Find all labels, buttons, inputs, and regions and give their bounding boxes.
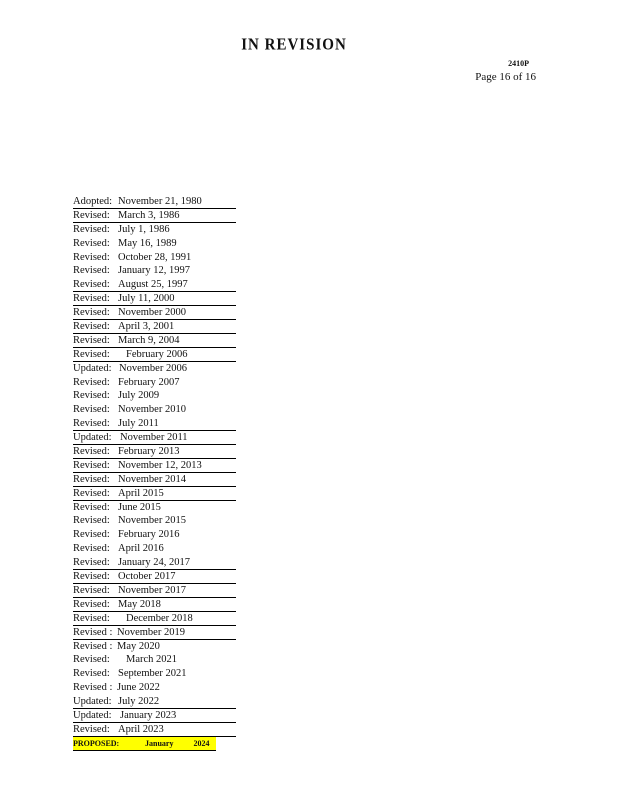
history-row (73, 403, 236, 417)
history-row (73, 695, 236, 709)
history-label: Revised: (73, 376, 110, 388)
history-date: May 2018 (118, 598, 161, 610)
history-row (73, 320, 236, 334)
history-row (73, 723, 236, 737)
history-date: June 2015 (118, 501, 161, 513)
history-row (73, 514, 236, 528)
history-label: Revised: (73, 265, 110, 277)
history-row (73, 278, 236, 292)
history-label: Revised: (73, 584, 110, 596)
history-label: Revised: (73, 529, 110, 541)
history-row (73, 389, 236, 403)
history-row (73, 473, 236, 487)
history-date: July 2022 (118, 696, 160, 708)
history-row (73, 264, 236, 278)
history-label: Updated: (73, 432, 112, 444)
history-row (73, 445, 236, 459)
history-label: Revised : (73, 682, 113, 694)
history-date: November 2010 (118, 404, 186, 416)
history-row (73, 487, 236, 501)
history-label: Revised: (73, 459, 110, 471)
history-date: January 2023 (120, 709, 177, 721)
history-label: Revised: (73, 390, 110, 402)
history-row (73, 251, 236, 265)
history-date: November 2006 (119, 362, 187, 374)
history-row (73, 348, 236, 362)
history-label: Updated: (73, 709, 112, 721)
history-label: Revised: (73, 209, 110, 221)
history-date: January 24, 2017 (118, 557, 191, 569)
history-label: Revised: (73, 473, 110, 485)
history-row (73, 306, 236, 320)
history-date: December 2018 (126, 612, 193, 624)
history-label: Revised: (73, 251, 110, 263)
history-date: April 2023 (118, 723, 164, 735)
history-date: June 2022 (117, 682, 160, 694)
history-row (73, 709, 236, 723)
history-label: Revised: (73, 654, 110, 666)
revision-history (73, 195, 236, 751)
history-date: October 2017 (118, 571, 176, 583)
history-date: April 3, 2001 (118, 321, 175, 333)
history-date: November 2000 (118, 307, 186, 319)
history-row (73, 459, 236, 473)
history-date: March 9, 2004 (118, 334, 180, 346)
history-label: Revised: (73, 598, 110, 610)
history-row (73, 542, 236, 556)
policy-code: 2410P (508, 59, 529, 68)
history-date: January 12, 1997 (118, 265, 191, 277)
history-row (73, 237, 236, 251)
history-date: November 2019 (117, 626, 185, 638)
history-label: Revised: (73, 501, 110, 513)
history-date: May 16, 1989 (118, 237, 177, 249)
history-date: November 21, 1980 (118, 196, 202, 207)
history-row (73, 501, 236, 515)
history-date: July 11, 2000 (118, 293, 175, 305)
history-row (73, 598, 236, 612)
history-label: Revised: (73, 571, 110, 583)
history-date: October 28, 1991 (118, 251, 192, 263)
history-label: Revised: (73, 668, 110, 680)
proposed-row (73, 737, 216, 751)
history-date: July 1, 1986 (118, 223, 170, 235)
history-row (73, 612, 236, 626)
history-date: February 2013 (118, 446, 180, 458)
history-label: Updated: (73, 696, 112, 708)
history-row (73, 362, 236, 376)
history-row (73, 334, 236, 348)
history-date: February 2016 (118, 529, 180, 541)
history-label: Revised: (73, 723, 110, 735)
history-row (73, 584, 236, 598)
history-label: Revised: (73, 404, 110, 416)
history-date: November 2014 (118, 473, 186, 485)
history-label: Revised: (73, 321, 110, 333)
history-row (73, 653, 236, 667)
history-label: Revised: (73, 334, 110, 346)
history-row (73, 570, 236, 584)
history-row (73, 556, 236, 570)
history-date: July 2011 (118, 418, 159, 430)
history-label: Updated: (73, 362, 112, 374)
history-date: April 2016 (118, 543, 164, 555)
proposed-date: January 2024 (145, 738, 210, 748)
history-label: Revised: (73, 223, 110, 235)
history-row (73, 195, 236, 209)
history-row (73, 417, 236, 431)
history-date: March 3, 1986 (118, 209, 180, 221)
history-label: Revised: (73, 515, 110, 527)
history-date: July 2009 (118, 390, 160, 402)
history-label: Revised : (73, 640, 113, 652)
history-date: November 2017 (118, 584, 186, 596)
page-number: Page 16 of 16 (475, 71, 536, 83)
page-title: IN REVISION (241, 35, 347, 54)
history-row (73, 209, 236, 223)
history-label: Revised: (73, 237, 110, 249)
history-row (73, 640, 236, 654)
history-label: Revised: (73, 348, 110, 360)
history-label: Adopted: (73, 196, 113, 207)
history-date: August 25, 1997 (118, 279, 188, 291)
history-label: Revised: (73, 307, 110, 319)
history-label: Revised: (73, 487, 110, 499)
history-label: Revised: (73, 418, 110, 430)
history-row (73, 681, 236, 695)
history-date: November 2015 (118, 515, 186, 527)
history-label: Revised: (73, 293, 110, 305)
history-date: February 2007 (118, 376, 180, 388)
history-label: Revised: (73, 279, 110, 291)
history-row (73, 626, 236, 640)
history-date: September 2021 (118, 668, 187, 680)
proposed-label: PROPOSED: (73, 738, 120, 748)
history-row (73, 528, 236, 542)
history-date: March 2021 (126, 654, 178, 666)
history-label: Revised: (73, 446, 110, 458)
history-date: November 12, 2013 (118, 459, 202, 471)
history-row (73, 376, 236, 390)
history-row (73, 667, 236, 681)
history-label: Revised : (73, 626, 113, 638)
history-date: May 2020 (117, 640, 160, 652)
history-date: November 2011 (120, 432, 188, 444)
history-row (73, 292, 236, 306)
history-label: Revised: (73, 612, 110, 624)
history-row (73, 431, 236, 445)
history-date: April 2015 (118, 487, 164, 499)
history-label: Revised: (73, 557, 110, 569)
history-row (73, 223, 236, 237)
history-label: Revised: (73, 543, 110, 555)
history-date: February 2006 (126, 348, 188, 360)
